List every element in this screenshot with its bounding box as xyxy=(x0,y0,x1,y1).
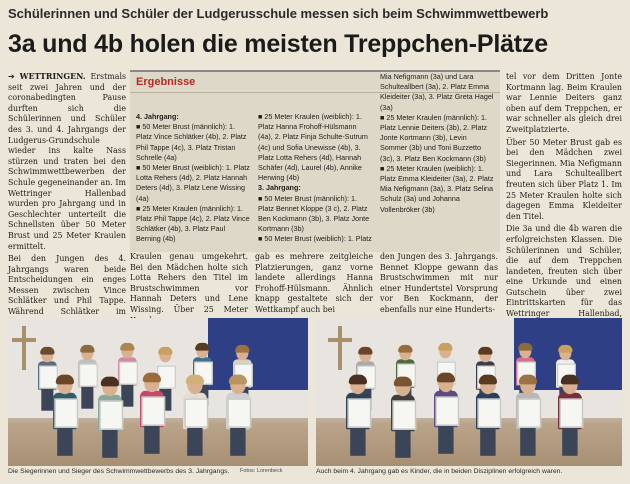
results-entry: ■ 25 Meter Kraulen (weiblich): 1. Platz Hanna Frohoff-Hülsmann (4a), 2. Platz Finja Schulte-Sutrum (4c) und Sofia Unewisse (4b), 3. Platz Lotta Rehers (4d), Hannah Schäfer (4d), Laurel (4b), Annike Herwing (4b) xyxy=(258,112,368,183)
results-entry: ■ 25 Meter Kraulen (weiblich): 1. Platz Emma Kleideiter (3a), 2. Platz Mia Nefigmann (3a), 3. Platz Selina Schulz (3a) und Johanna Vollenbröker (3b) xyxy=(380,163,494,214)
results-entry: Mia Nefigmann (3a) und Lara Schulteallbert (3a), 2. Platz Emma Kleideiter (3a), 3. Platz Greta Hagel (3a) xyxy=(380,72,494,112)
results-entry: ■ 25 Meter Kraulen (männlich): 1. Platz Lennie Deiters (3b), 2. Platz Jonte Kortmann (3b), Levin Sommer (3b) und Toni Buzzetto (3c), 3. Platz Ben Kockmann (3b) xyxy=(380,112,488,163)
photo-caption-left: Die Siegerinnen und Sieger des Schwimmwettbewerbs des 3. Jahrgangs. xyxy=(8,468,230,475)
paragraph: Erstmals seit zwei Jahren und der coronabedingten Pause durften sich die Schülerinnen und Schüler des 3. und 4. Jahrgangs der Ludgerus-Grundschule wieder ins kalte Nass stürzen und traten bei den Schwimmwettbewerben der Schule gegeneinander an. Im Wettringer Hallenbad wurden pro Jahrgang und in Geschlechter unterteilt die Schnellsten über 50 Meter Brust und 25 Meter Kraulen ermittelt. xyxy=(8,72,127,251)
results-column-2 xyxy=(258,112,372,245)
paragraph: Die 3a und die 4b waren die erfolgreichsten Klassen. Die Schülerinnen und Schüler, die auf dem Treppchen landeten, freuten sich über eine Urkunde und einen Gutschein über zwei Eintrittskarten für das Wettringer Hallenbad, xyxy=(506,224,622,319)
results-column-1 xyxy=(136,112,250,245)
article-column-4 xyxy=(380,252,498,312)
group-photo-4th-grade xyxy=(316,318,622,466)
article-kicker: Schülerinnen und Schüler der Ludgerusschule messen sich beim Schwimmwettbewerb xyxy=(8,6,549,21)
paragraph: gab es mehrere zeitgleiche Platzierungen, ganz vorne landete allerdings Hanna Frohoff-Hülsmann. Ähnlich knapp gestaltete sich der Wettkampf auch bei xyxy=(255,252,373,314)
paragraph: den Jungen des 3. Jahrgangs. Bennet Kloppe gewann das Brustschwimmen mit nur einer Hundertstel Vorsprung vor Ben Kockmann, der ebenfalls nur eine Hunderts- xyxy=(380,252,498,314)
results-entry: ■ 50 Meter Brust (weiblich): 1. Platz Lotta Rehers (4d), 2. Platz Hannah Deters (4d), 3. Platz Lene Wissing (4a) xyxy=(136,163,250,203)
article-column-1 xyxy=(8,72,127,317)
paragraph: Kraulen genau umgekehrt. Bei den Mädchen holte sich Lotta Rehers den Titel im Brustschwimmen vor Hannah Deters und Lene Wissing. Über 25 Meter xyxy=(130,252,248,314)
group-photo-3rd-grade xyxy=(8,318,308,466)
results-entry: ■ 50 Meter Brust (männlich): 1. Platz Bennet Kloppe (3 c), 2. Platz Ben Kockmann (3b), 3. Platz Jonte Kortmann (3b) xyxy=(258,193,370,234)
results-heading: 3. Jahrgang: xyxy=(258,183,301,193)
results-entry: ■ 50 Meter Brust (männlich): 1. Platz Vince Schlätker (4b), 2. Platz Phil Tappe (4c), 3. Platz Tristan Schrelle (4a) xyxy=(136,122,247,162)
results-column-3 xyxy=(380,72,494,215)
paragraph: Über 50 Meter Brust gab es bei den Mädchen zwei Siegerinnen. Mia Nefigmann und Lara Schulteallbert freuten sich über Platz 1. Im 25 Meter Kraulen holte sich dagegen Emma Kleideiter den Titel. xyxy=(506,137,622,221)
article-column-3 xyxy=(255,252,373,312)
paragraph: tel vor dem Dritten Jonte Kortmann lag. Beim Kraulen war Lennie Deiters ganz oben auf dem Treppchen, er war schneller als gleich drei Zweitplatzierte. xyxy=(506,72,622,134)
results-title: Ergebnisse xyxy=(136,76,196,88)
results-entry: ■ 25 Meter Kraulen (männlich): 1. Platz Phil Tappe (4c), 2. Platz Vince Schlätker (4b), 3. Platz Paul Berning (4b) xyxy=(136,203,250,244)
arrow-icon: ➔ xyxy=(8,72,15,81)
curtain xyxy=(208,318,308,390)
article-column-5 xyxy=(506,72,622,319)
article-headline: 3a und 4b holen die meisten Treppchen-Plätze xyxy=(8,30,548,58)
cross-icon xyxy=(22,326,26,370)
photo-caption-right: Auch beim 4. Jahrgang gab es Kinder, die in beiden Disziplinen erfolgreich waren. xyxy=(316,468,563,475)
results-entry: ■ 50 Meter Brust (weiblich): 1. Platz xyxy=(258,234,372,244)
article-column-2 xyxy=(130,252,248,312)
dateline: WETTRINGEN. xyxy=(19,72,86,81)
results-box xyxy=(130,70,500,252)
paragraph: Bei den Jungen des 4. Jahrgangs waren beide Entscheidungen ein enges Messen zwischen Vince Schlätker und Phil Tappe. Während Schlätker im xyxy=(8,254,126,317)
photo-credit: Fotos: Lorenbeck xyxy=(240,468,283,474)
results-heading: 4. Jahrgang: xyxy=(136,112,179,121)
cross-icon xyxy=(338,326,342,370)
